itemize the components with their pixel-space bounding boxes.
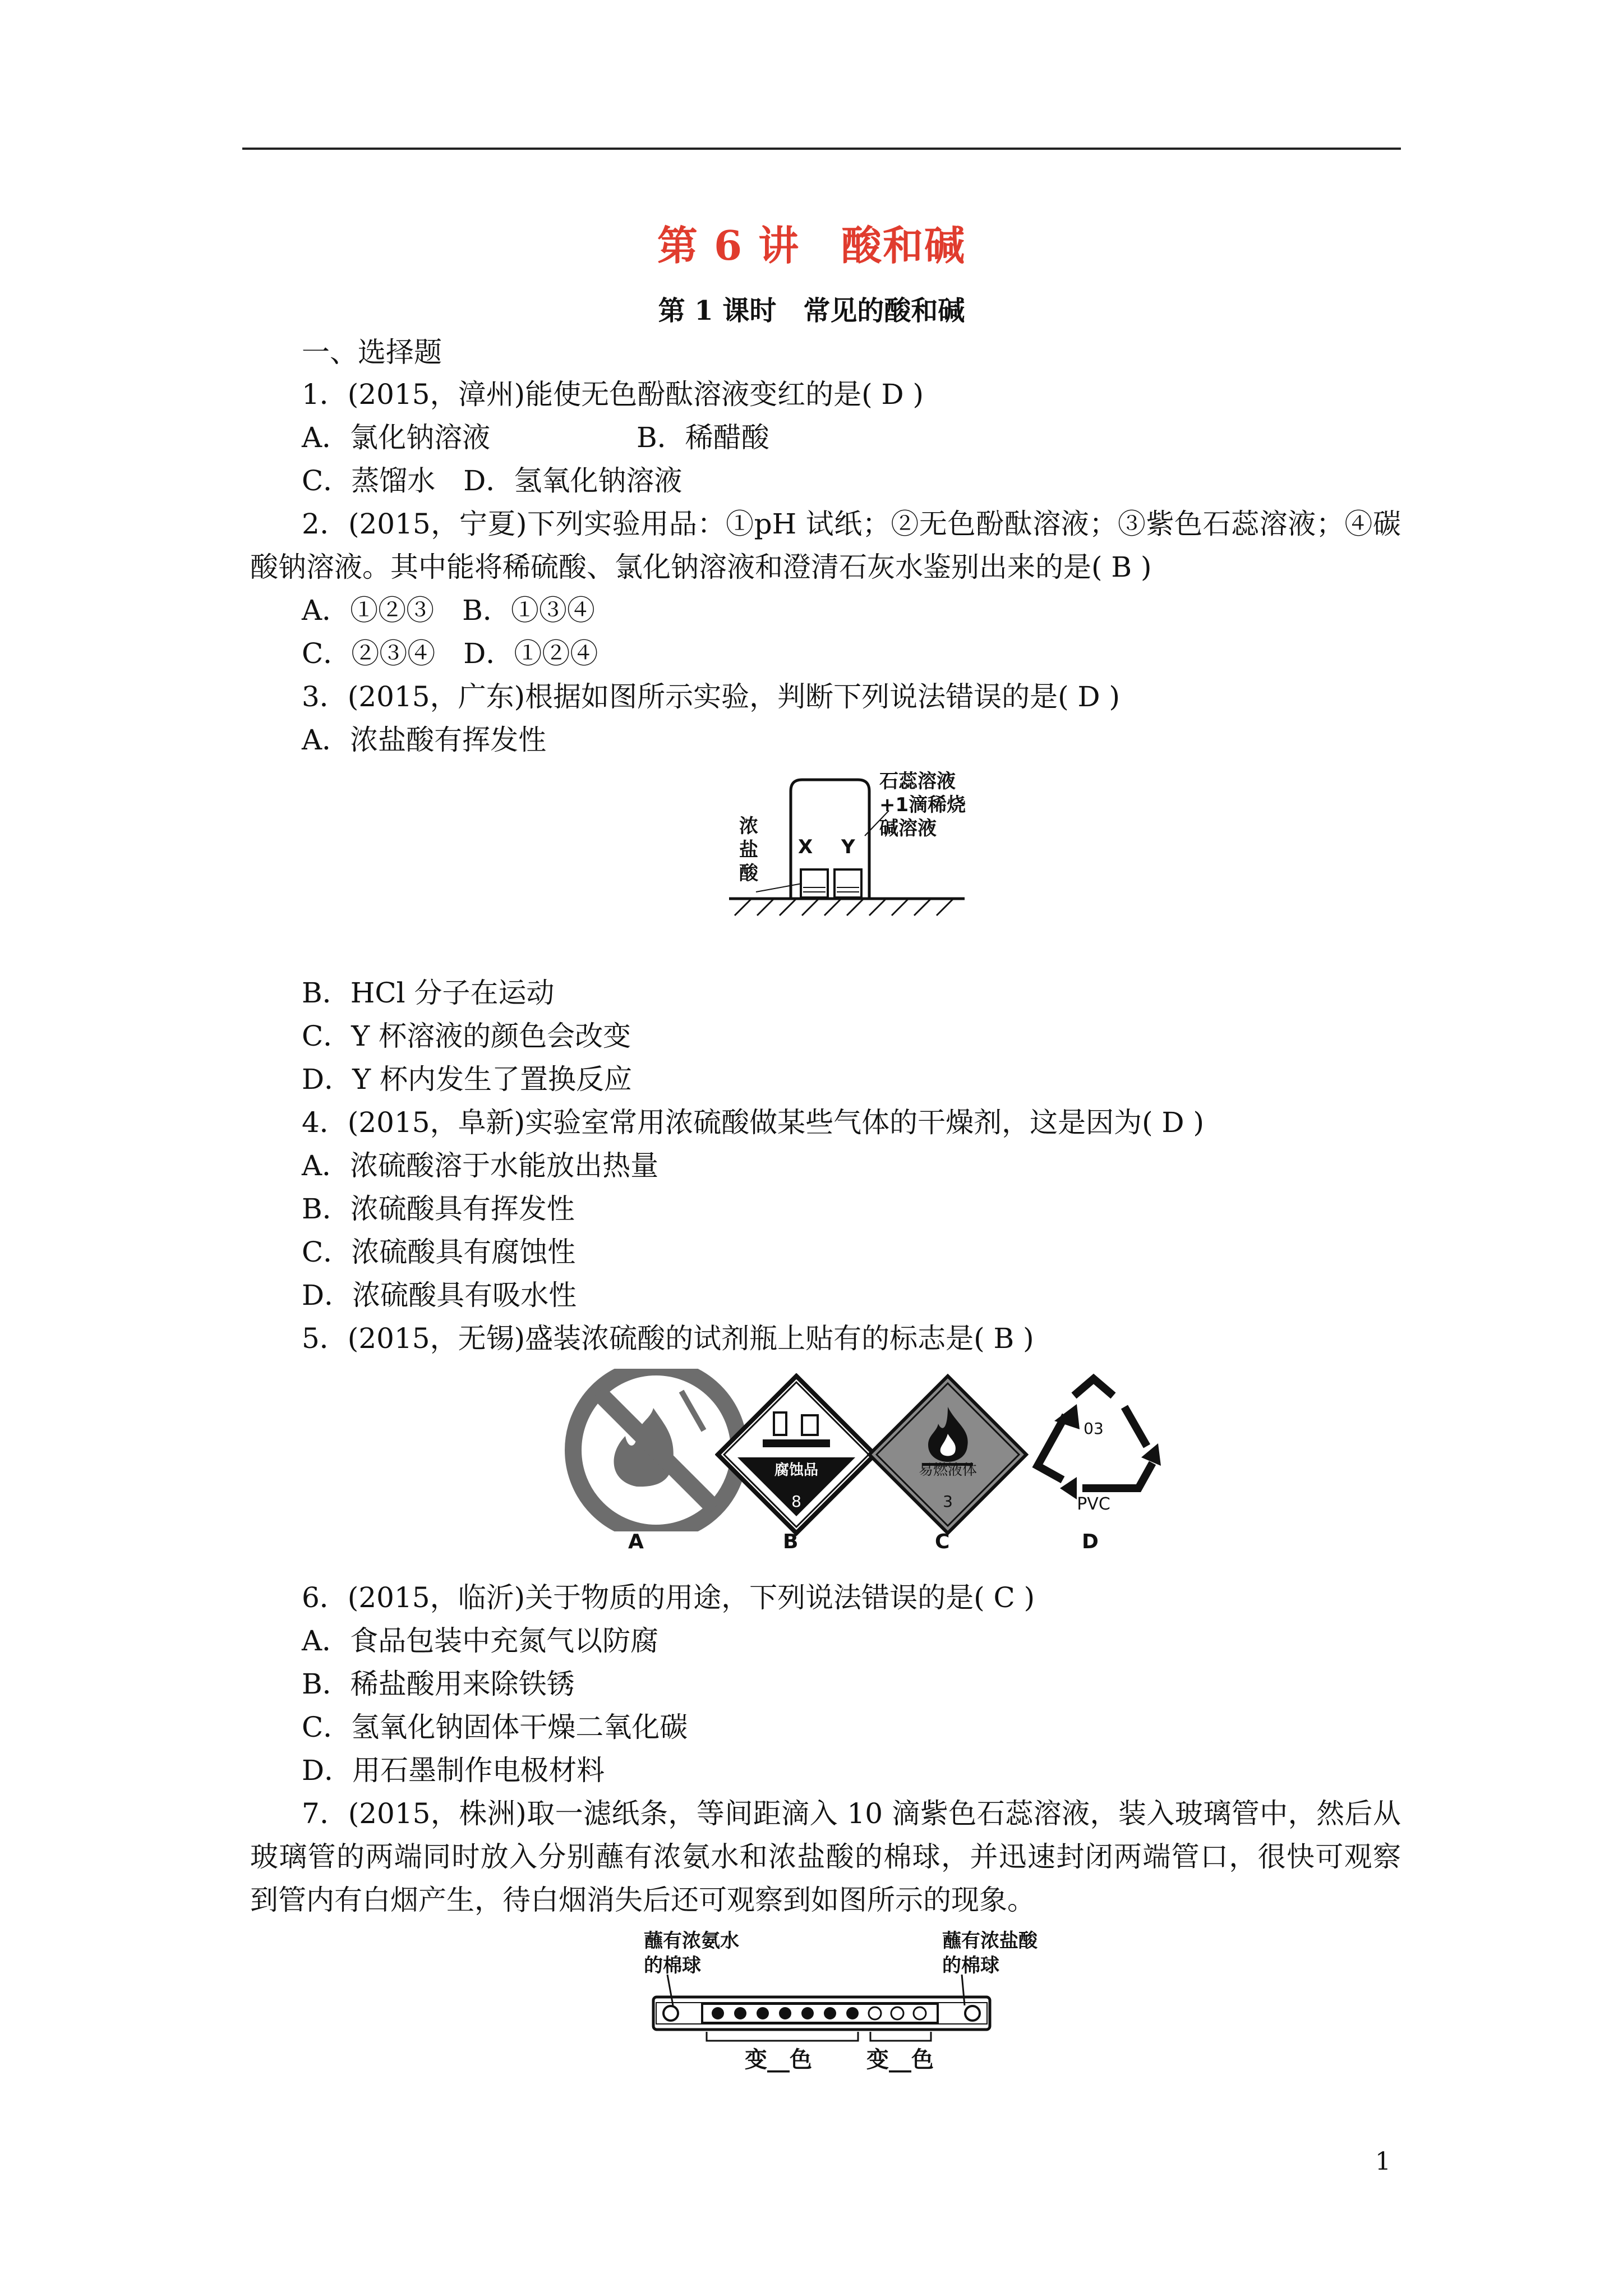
- q4-option-d: D．浓硫酸具有吸水性: [302, 1279, 577, 1312]
- q1-stem: 1．(2015，漳州)能使无色酚酞溶液变红的是( D ): [302, 378, 924, 411]
- header-rule: [242, 148, 1401, 150]
- q6-option-c: C．氢氧化钠固体干燥二氧化碳: [302, 1711, 688, 1743]
- dots-light: [869, 2007, 926, 2019]
- q1-option-cd: C．蒸馏水 D．氢氧化钠溶液: [302, 464, 683, 497]
- sign-d-recycle-icon: [1021, 1373, 1166, 1508]
- cotton-ball-left: [663, 2006, 678, 2021]
- q6-option-a: A．食品包装中充氮气以防腐: [302, 1625, 659, 1657]
- q6-stem: 6．(2015，临沂)关于物质的用途，下列说法错误的是( C ): [302, 1581, 1035, 1614]
- sign-b-label: B: [783, 1530, 799, 1553]
- q2-stem-line2: 酸钠溶液。其中能将稀硫酸、氯化钠溶液和澄清石灰水鉴别出来的是( B ): [250, 551, 1152, 583]
- q2-option-ab: A．①②③ B．①③④: [302, 594, 595, 627]
- sign-d-text: PVC: [1077, 1494, 1110, 1514]
- tube-left-label: 蘸有浓氨水 的棉球: [644, 1930, 739, 1977]
- q6-option-d: D．用石墨制作电极材料: [302, 1754, 605, 1787]
- q3-stem: 3．(2015，广东)根据如图所示实验，判断下列说法错误的是( D ): [302, 680, 1120, 713]
- tube-color-label-2: 变__色: [866, 2047, 934, 2073]
- q3-option-b: B．HCl 分子在运动: [302, 977, 555, 1009]
- cotton-ball-right: [965, 2006, 980, 2021]
- q7-stem-line3: 到管内有白烟产生，待白烟消失后还可观察到如图所示的现象。: [250, 1884, 1035, 1916]
- sign-c-flammable-icon: [866, 1373, 1029, 1536]
- figure-label-y: Y: [841, 836, 855, 858]
- q3-option-c: C．Y 杯溶液的颜色会改变: [302, 1020, 631, 1052]
- figure-label-x: X: [798, 836, 813, 858]
- q6-option-b: B．稀盐酸用来除铁锈: [302, 1668, 575, 1700]
- q7-stem-line2: 玻璃管的两端同时放入分别蘸有浓氨水和浓盐酸的棉球，并迅速封闭两端管口，很快可观察: [250, 1841, 1401, 1873]
- q2-option-cd: C．②③④ D．①②④: [302, 637, 598, 670]
- q2-stem-line1: 2．(2015，宁夏)下列实验用品：①pH 试纸；②无色酚酞溶液；③紫色石蕊溶液；④碳: [302, 508, 1401, 540]
- page-subtitle: 第 1 课时 常见的酸和碱: [658, 295, 965, 326]
- sign-d-code: 03: [1083, 1419, 1104, 1438]
- sign-b-text: 腐蚀品: [774, 1462, 818, 1479]
- tube-right-label: 蘸有浓盐酸 的棉球: [942, 1930, 1038, 1977]
- q4-option-c: C．浓硫酸具有腐蚀性: [302, 1236, 576, 1268]
- q7-stem-line1: 7．(2015，株洲)取一滤纸条，等间距滴入 10 滴紫色石蕊溶液，装入玻璃管中，然后从: [302, 1797, 1401, 1830]
- sign-d-label: D: [1082, 1530, 1099, 1553]
- cup-y: [834, 869, 861, 898]
- sign-c-class-number: 3: [943, 1492, 953, 1511]
- q3-option-a: A．浓盐酸有挥发性: [302, 724, 547, 756]
- table-hatching: [735, 899, 953, 915]
- sign-b-corrosive-icon: [715, 1373, 878, 1536]
- q5-stem: 5．(2015，无锡)盛装浓硫酸的试剂瓶上贴有的标志是( B ): [302, 1322, 1034, 1355]
- q1-option-b: B．稀醋酸: [637, 421, 769, 454]
- q4-stem: 4．(2015，阜新)实验室常用浓硫酸做某些气体的干燥剂，这是因为( D ): [302, 1106, 1204, 1139]
- figure-label-hcl: 浓 盐 酸: [739, 815, 758, 885]
- page-title: 第 6 讲 酸和碱: [657, 222, 966, 269]
- leader-line-left: [756, 884, 802, 892]
- tube-color-label-1: 变__色: [745, 2047, 812, 2073]
- page-number: 1: [1375, 2147, 1391, 2176]
- q4-option-a: A．浓硫酸溶于水能放出热量: [302, 1149, 659, 1182]
- sign-c-label: C: [935, 1530, 950, 1553]
- q4-option-b: B．浓硫酸具有挥发性: [302, 1193, 575, 1225]
- q3-option-d: D．Y 杯内发生了置换反应: [302, 1063, 632, 1096]
- sign-a-label: A: [628, 1530, 644, 1553]
- cup-x: [801, 869, 828, 898]
- section-heading: 一、选择题: [302, 336, 442, 369]
- glass-tube: [653, 1997, 990, 2030]
- figure-label-reagent: 石蕊溶液 +1滴稀烧 碱溶液: [879, 770, 966, 840]
- sign-b-class-number: 8: [791, 1492, 801, 1511]
- q1-option-a: A．氯化钠溶液: [302, 421, 491, 454]
- glass-tube-figure: [651, 1975, 993, 2059]
- dots-dark: [712, 2007, 859, 2019]
- sign-c-text: 易燃液体: [918, 1462, 977, 1479]
